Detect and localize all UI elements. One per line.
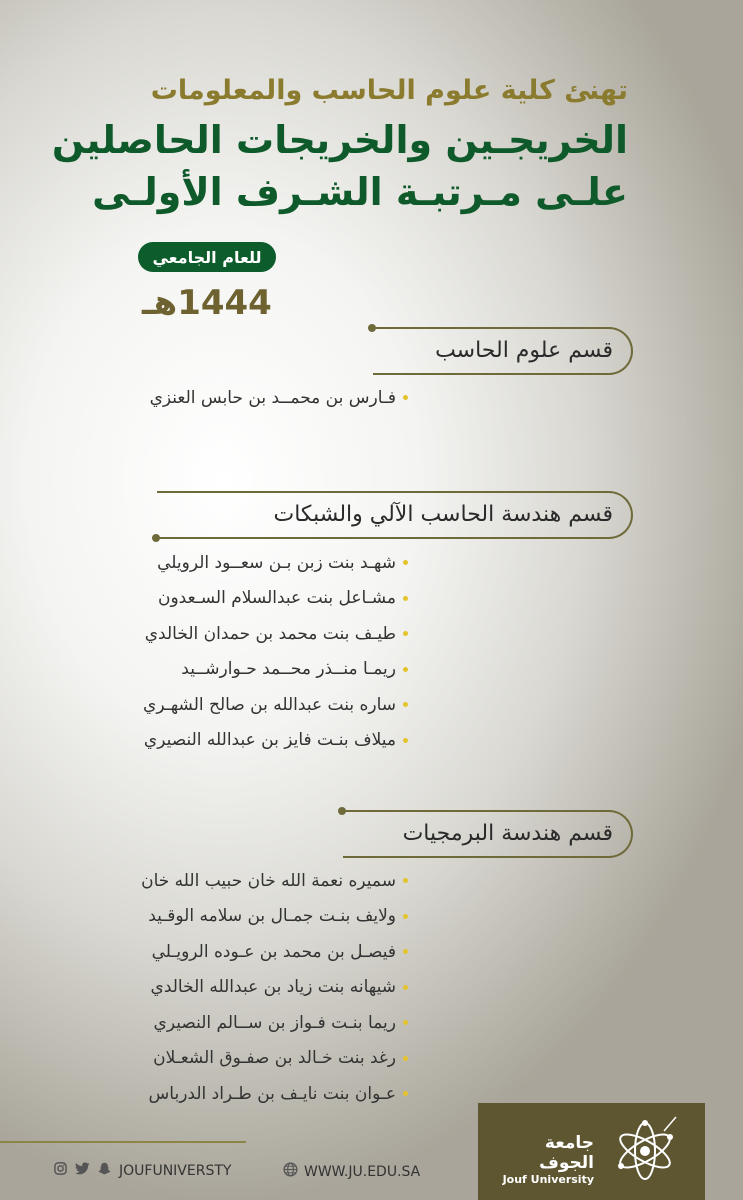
header-line-2: الخريجـين والخريجات الحاصلين — [51, 118, 628, 162]
graduate-name: فيصـل بن محمد بن عـوده الرويـلي — [151, 941, 396, 962]
social-handle[interactable]: JOUFUNIVERSTY — [119, 1162, 232, 1179]
graduate-name: عـوان بنت نايـف بن طـراد الدرباس — [148, 1083, 396, 1104]
bullet-icon — [403, 596, 408, 601]
graduate-name: طيـف بنت محمد بن حمدان الخالدي — [144, 623, 396, 644]
list-item — [141, 1041, 408, 1077]
graduate-name: ساره بنت عبدالله بن صالح الشهـري — [143, 694, 396, 715]
department-title: قسم علوم الحاسب — [435, 338, 613, 363]
department-header-2 — [157, 491, 633, 539]
list-item — [143, 723, 408, 759]
graduate-name: رغد بنت خـالد بن صفـوق الشعـلان — [153, 1048, 396, 1069]
graduate-name: سميره نعمة الله خان حبيب الله خان — [141, 870, 396, 891]
list-item — [141, 863, 408, 899]
footer-divider — [0, 1141, 246, 1143]
bullet-icon — [403, 1056, 408, 1061]
list-item — [141, 1005, 408, 1041]
name-list-2 — [143, 545, 408, 758]
list-item — [141, 1076, 408, 1112]
department-header-1 — [373, 327, 633, 375]
website-link — [283, 1162, 420, 1181]
list-item — [143, 652, 408, 688]
logo-text — [494, 1133, 594, 1186]
list-item — [141, 899, 408, 935]
name-list-3 — [141, 863, 408, 1112]
website-url[interactable]: WWW.JU.EDU.SA — [304, 1163, 421, 1180]
logo-arabic: جامعة الجوف — [539, 1133, 594, 1173]
header-line-3: علـى مـرتبـة الشـرف الأولـى — [92, 170, 628, 214]
logo-english: Jouf University — [502, 1173, 594, 1186]
bullet-icon — [403, 738, 408, 743]
graduate-name: شهـد بنت زبن بـن سعــود الرويلي — [157, 552, 396, 573]
department-title: قسم هندسة البرمجيات — [402, 821, 613, 846]
bullet-icon — [403, 949, 408, 954]
list-item — [143, 545, 408, 581]
frame-dot — [152, 534, 160, 542]
social-links — [54, 1162, 231, 1179]
list-item — [150, 380, 408, 416]
department-title: قسم هندسة الحاسب الآلي والشبكات — [273, 502, 613, 527]
bullet-icon — [403, 702, 408, 707]
university-logo — [478, 1103, 705, 1200]
bullet-icon — [403, 560, 408, 565]
graduate-name: ريمـا منــذر محــمد حـوارشــيد — [181, 659, 396, 680]
graduate-name: ريما بنـت فـواز بن ســالم النصيري — [153, 1012, 396, 1033]
header-line-1: تهنئ كلية علوم الحاسب والمعلومات — [150, 75, 628, 106]
academic-year-value: 1444هـ — [142, 283, 272, 323]
list-item — [143, 687, 408, 723]
name-list-1 — [150, 380, 408, 416]
frame-dot — [368, 324, 376, 332]
twitter-icon[interactable] — [75, 1162, 90, 1179]
instagram-icon[interactable] — [54, 1162, 67, 1179]
frame-dot — [338, 807, 346, 815]
bullet-icon — [403, 914, 408, 919]
bullet-icon — [403, 1020, 408, 1025]
graduate-name: ولايف بنـت جمـال بن سلامه الوقـيد — [148, 906, 396, 927]
bullet-icon — [403, 667, 408, 672]
graduate-name: شيهانه بنت زياد بن عبدالله الخالدي — [150, 977, 396, 998]
list-item — [143, 581, 408, 617]
bullet-icon — [403, 878, 408, 883]
list-item — [143, 616, 408, 652]
atom-emblem-icon — [610, 1115, 680, 1185]
graduate-name: مشـاعل بنت عبدالسلام السـعدون — [157, 588, 396, 609]
bullet-icon — [403, 1091, 408, 1096]
bullet-icon — [403, 985, 408, 990]
department-header-3 — [343, 810, 633, 858]
academic-year-badge: للعام الجامعي — [138, 242, 276, 272]
graduate-name: فـارس بن محمــد بن حابس العنزي — [149, 387, 396, 408]
list-item — [141, 970, 408, 1006]
globe-icon — [283, 1162, 298, 1181]
graduate-name: ميلاف بنـت فايز بن عبدالله النصيري — [143, 730, 396, 751]
list-item — [141, 934, 408, 970]
bullet-icon — [403, 631, 408, 636]
snapchat-icon[interactable] — [98, 1162, 111, 1179]
bullet-icon — [403, 395, 408, 400]
